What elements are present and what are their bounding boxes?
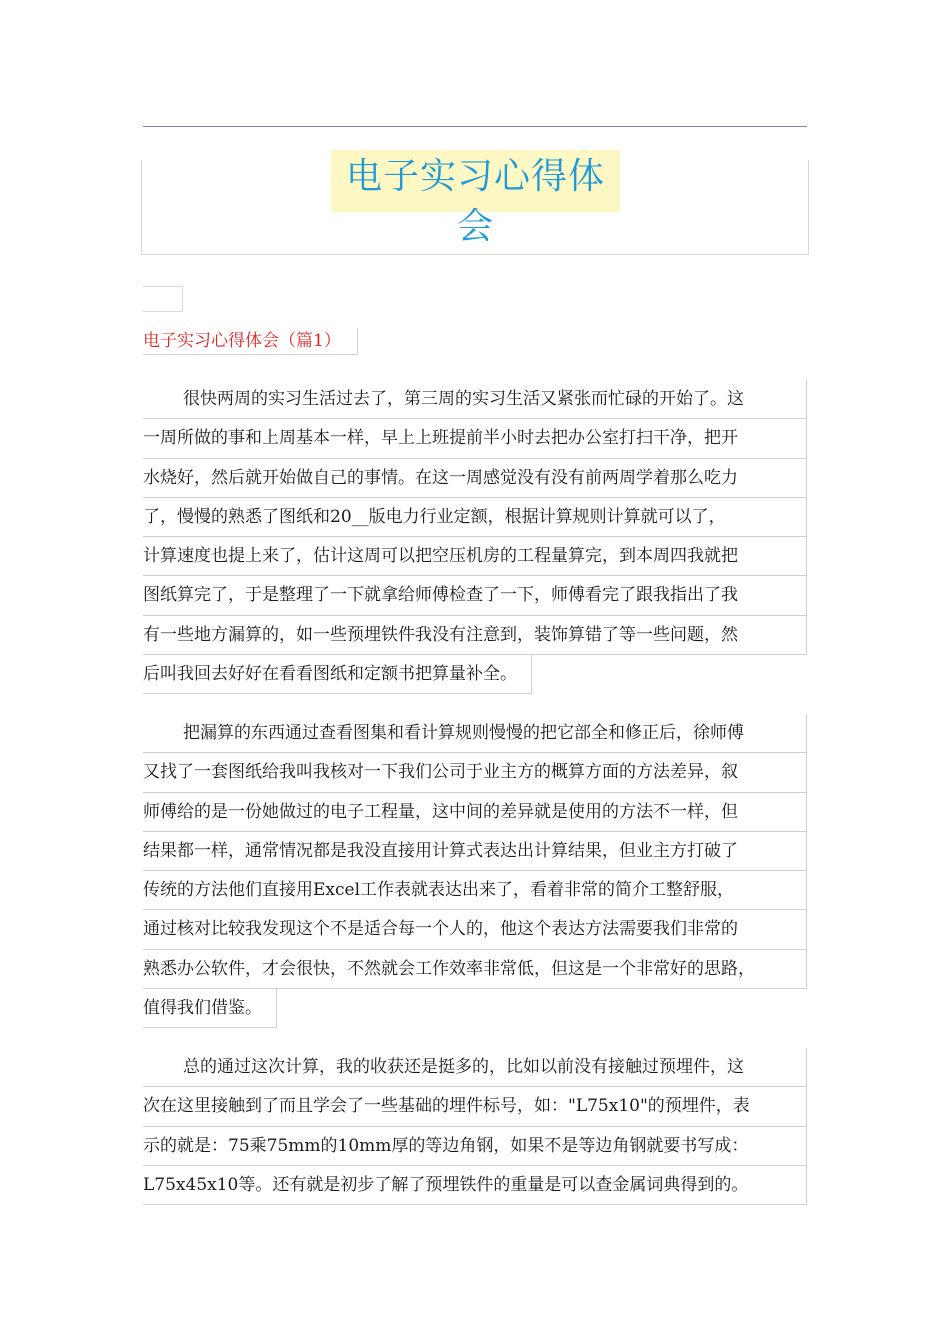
text-line: 很快两周的实习生活过去了，第三周的实习生活又紧张而忙碌的开始了。这	[143, 380, 807, 419]
text-line: 后叫我回去好好在看看图纸和定额书把算量补全。	[143, 655, 532, 694]
text-line: 值得我们借鉴。	[143, 989, 277, 1028]
text-line: L75x45x10等。还有就是初步了解了预埋铁件的重量是可以查金属词典得到的。	[143, 1166, 807, 1205]
paragraph-3	[143, 1048, 807, 1205]
text-line: 把漏算的东西通过查看图集和看计算规则慢慢的把它部全和修正后，徐师傅	[143, 714, 807, 753]
text-line: 总的通过这次计算，我的收获还是挺多的，比如以前没有接触过预埋件，这	[143, 1048, 807, 1087]
text-line: 水烧好，然后就开始做自己的事情。在这一周感觉没有没有前两周学着那么吃力	[143, 459, 807, 498]
section-heading: 电子实习心得体会（篇1）	[143, 328, 358, 355]
text-line: 通过核对比较我发现这个不是适合每一个人的，他这个表达方法需要我们非常的	[143, 910, 807, 949]
text-line: 传统的方法他们直接用Excel工作表就表达出来了，看着非常的简介工整舒服，	[143, 871, 807, 910]
text-line: 有一些地方漏算的，如一些预埋铁件我没有注意到，装饰算错了等一些问题，然	[143, 616, 807, 655]
paragraph-1	[143, 380, 807, 694]
text-line: 示的就是：75乘75mm的10mm厚的等边角钢，如果不是等边角钢就要书写成：	[143, 1127, 807, 1166]
text-line: 又找了一套图纸给我叫我核对一下我们公司于业主方的概算方面的方法差异，叙	[143, 753, 807, 792]
text-line: 了，慢慢的熟悉了图纸和20__版电力行业定额，根据计算规则计算就可以了，	[143, 498, 807, 537]
text-line: 师傅给的是一份她做过的电子工程量，这中间的差异就是使用的方法不一样，但	[143, 793, 807, 832]
text-line: 熟悉办公软件，才会很快，不然就会工作效率非常低，但这是一个非常好的思路，	[143, 950, 807, 989]
document-title: 电子实习心得体会	[331, 150, 620, 212]
text-line: 一周所做的事和上周基本一样，早上上班提前半小时去把办公室打扫干净，把开	[143, 419, 807, 458]
text-line: 计算速度也提上来了，估计这周可以把空压机房的工程量算完，到本周四我就把	[143, 537, 807, 576]
text-line: 次在这里接触到了而且学会了一些基础的埋件标号，如："L75x10"的预埋件，表	[143, 1087, 807, 1126]
empty-cell	[143, 286, 183, 312]
paragraph-2	[143, 714, 807, 1028]
text-line: 结果都一样，通常情况都是我没直接用计算式表达出计算结果，但业主方打破了	[143, 832, 807, 871]
header-rule	[143, 126, 807, 127]
text-line: 图纸算完了，于是整理了一下就拿给师傅检查了一下，师傅看完了跟我指出了我	[143, 576, 807, 615]
